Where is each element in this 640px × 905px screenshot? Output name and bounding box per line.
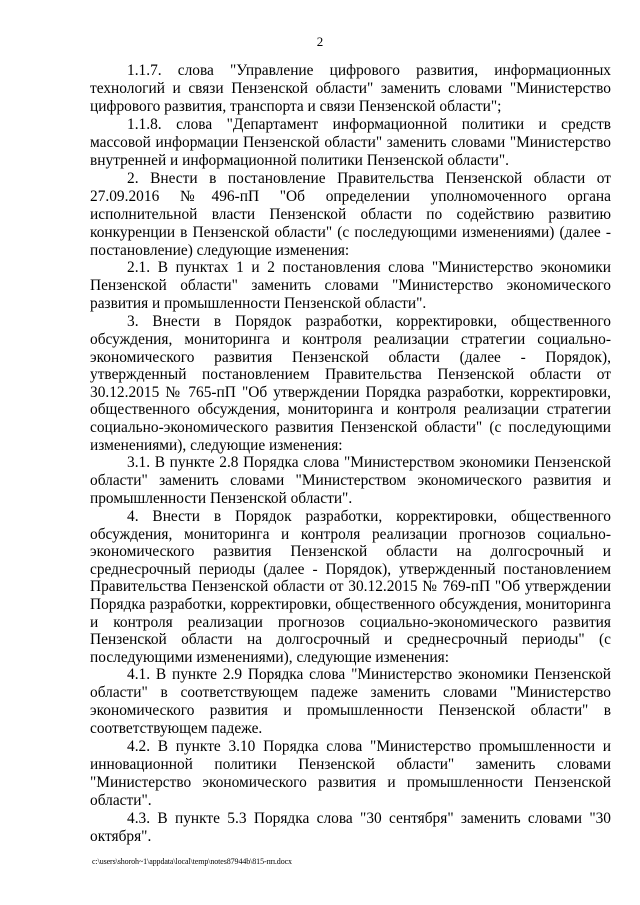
paragraph-1-1-7: 1.1.7. слова "Управление цифрового развития, информационных технологий и связи Пензенской области" заменить словами "Министерство цифрового развития, транспорта и связи Пензенской области"; — [90, 62, 611, 115]
paragraph-2-1: 2.1. В пунктах 1 и 2 постановления слова "Министерство экономики Пензенской области" заменить словами "Министерство экономического развития и промышленности Пензенской области". — [90, 259, 611, 313]
paragraph-3-1: 3.1. В пункте 2.8 Порядка слова "Министерством экономики Пензенской области" заменить словами "Министерством экономического развития и промышленности Пензенской области". — [90, 454, 611, 507]
paragraph-4-2: 4.2. В пункте 3.10 Порядка слова "Министерство промышленности и инновационной политики Пензенской области" заменить словами "Министерство экономического развития и промышленности Пензенской области". — [90, 738, 611, 809]
paragraph-4: 4. Внести в Порядок разработки, корректировки, общественного обсуждения, мониторинга и контроля реализации прогнозов социально-экономического развития Пензенской области на долгосрочный и среднесрочный периоды (далее - Порядок), утвержденный постановлением Правительства Пензенской области от 30.12.2015 № 769-пП "Об утверждении Порядка разработки, корректировки, общественного обсуждения, мониторинга и контроля реализации прогнозов социально-экономического развития Пензенской области на долгосрочный и среднесрочный периоды" (с последующими изменениями), следующие изменения: — [90, 507, 611, 666]
paragraph-4-3: 4.3. В пункте 5.3 Порядка слова "30 сентября" заменить словами "30 октября". — [90, 809, 611, 845]
paragraph-2: 2. Внести в постановление Правительства Пензенской области от 27.09.2016 №496-пП "Об определении уполномоченного органа исполнительной власти Пензенской области по содействию развитию конкуренции в Пензенской области" (с последующими изменениями) (далее - постановление) следующие изменения: — [90, 169, 611, 259]
paragraph-4-1: 4.1. В пункте 2.9 Порядка слова "Министерство экономики Пензенской области" в соответствующем падеже заменить словами "Министерство экономического развития и промышленности Пензенской области" в соответствующем падеже. — [90, 666, 611, 738]
paragraph-3: 3. Внести в Порядок разработки, корректировки, общественного обсуждения, мониторинга и контроля реализации стратегии социально-экономического развития Пензенской области (далее - Порядок), утвержденный постановлением Правительства Пензенской области от 30.12.2015 № 765-пП "Об утверждении Порядка разработки, корректировки, общественного обсуждения, мониторинга и контроля реализации стратегии социально-экономического развития Пензенской области" (с последующими изменениями), следующие изменения: — [90, 313, 611, 454]
footer-file-path: c:\users\shoroh~1\appdata\local\temp\notes87944b\815-пп.docx — [92, 857, 292, 866]
page-number: 2 — [316, 34, 324, 49]
paragraph-1-1-8: 1.1.8. слова "Департамент информационной политики и средств массовой информации Пензенской области" заменить словами "Министерство внутренней и информационной политики Пензенской области". — [90, 115, 611, 169]
document-body — [90, 62, 611, 846]
